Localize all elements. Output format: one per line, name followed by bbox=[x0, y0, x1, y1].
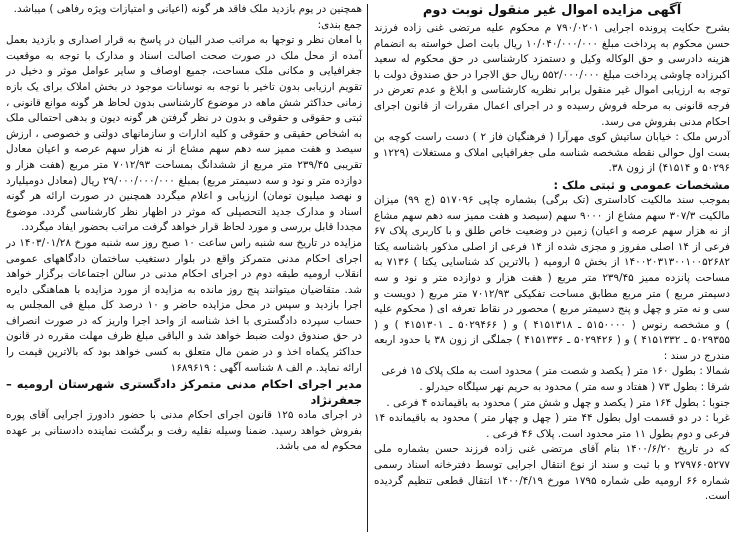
boundary-west: غربا : در دو قسمت اول بطول ۴۴ متر ( چهل و چهار متر ) محدود به باقیمانده ۱۴ فرعی و دوم بطول ۱۱ متر محدود است. پلاک ۴۶ فرعی . bbox=[374, 412, 730, 440]
inspection-note: همچنین در یوم بازدید ملک فاقد هر گونه (اعیانی و امتیازات ویژه رفاهی ) میباشد. bbox=[13, 3, 362, 15]
column-divider bbox=[367, 4, 368, 532]
summary-heading: جمع بندی: bbox=[317, 18, 362, 31]
signature-line: مدیر اجرای احکام مدنی متمرکز دادگستری شهرستان ارومیه – جعفرنژاد bbox=[6, 377, 362, 408]
boundary-north: شمالا : بطول ۱۶۰ متر ( یکصد و شصت متر ) محدود است به ملک پلاک ۱۵ فرعی bbox=[381, 365, 730, 378]
boundary-south: جنوبا : بطول ۱۶۴ متر ( یکصد و چهل و شش متر ) محدود به باقیمانده ۴ فرعی . bbox=[386, 396, 730, 409]
transfer-record-paragraph: که در تاریخ ۱۴۰۰/۶/۲۰ بنام آقای مرتضی غنی زاده فرزند حسن بشماره ملی ۲۷۹۷۶۰۵۲۷۷ و با ثبت و سند از نوع انتقال اجرایی توسط دفترخانه اسناد رسمی شماره ۶۶ ارومیه طی شماره ۱۷۹۵ مورخ ۱۴۰۰/۴/۱۹ انتقال قطعی تنظیم گردیده است. bbox=[374, 443, 731, 503]
valuation-paragraph: با امعان نظر و توجها به مراتب صدر البیان در پاسخ به قرار اصداری و بازدید بعمل آمده از محل ملک در صورت صحت اصالت اسناد و مدارک با توجه به موقعیت جغرافیایی و مکانی ملک مساحت، جمیع اوصاف و سایر عوامل موثر و دخیل در تقویم ارزیابی بدون تاخیر با توجه به نوسانات موجود در بخش املاک برای یک بازه زمانی حداکثر شش ماهه در موضوع کارشناسی بدون لحاظ هر گونه موانع قانونی ، ثبتی و حقوقی و حقوقی و بدون در نظر گرفتن هر گونه دیون و بدهی احتمالی ملک به اشخاص حقیقی و حقوقی و کلیه ادارات و سازمانهای دولتی و خصوصی ، ارزش سیصد و هفت ممیز سه دهم سهم مشاع از نه هزار سهم عرصه و اعیان معادل تقریبی ۲۳۹/۴۵ متر مربع از ششدانگ بمساحت ۷۰۱۲/۹۳ متر مربع (هفت هزار و دوازده متر و نود و سه دسیمتر مربع) بمبلغ ۲۹/۰۰۰/۰۰۰/۰۰۰ ریال (معادل دومیلیارد و نهصد میلیون تومان) ارزیابی و اعلام میگردد همچنین در صورت ارائه هر گونه اسناد و مدارک جدید التحصیلی که موثر در اظهار نظر کارشناسی گردد. موضوع مجددا قابل بررسی و مورد لحاظ قرار خواهد گرفت مراتب بحضور ایفاد میگردد. bbox=[6, 34, 363, 234]
notice-left-column bbox=[0, 0, 366, 536]
closing-paragraph: در اجرای ماده ۱۲۵ قانون اجرای احکام مدنی با حضور دادورز اجرایی آقای پوره بفروش خواهد رسید. ضمنا وسیله نقلیه رفت و برگشت نماینده دادستانی بر عهده محکوم له می باشد. bbox=[6, 409, 363, 453]
ownership-document-paragraph: بموجب سند مالکیت کاداستری (تک برگی) بشماره چاپی ۵۱۷۰۹۶ (ج ۹۹) میزان مالکیت ۳۰۷/۳ سهم مشاع از ۹۰۰۰ سهم (سیصد و هفت ممیز سه دهم سهم مشاع از نه هزار سهم عرصه و اعیان) زمین در وضعیت خاص طلق و با کاربری پلاک ۶۷ فرعی از ۱۴ اصلی مفروز و مجزی شده از ۱۴ فرعی از اصلی مذکور باشناسه یکتا ۱۴۰۰۲۰۳۱۳۰۰۱۰۰۵۲۶۸۲ از بخش ۵ ارومیه ( بالاترین کد شناسایی یکتا ) ۷۱۳۶ به مساحت پانزده ممیز ۲۳۹/۴۵ متر مربع ( هفت هزار و دوازده متر و نود و سه دسیمتر مربع ) متر مربع مطابق مساحت تفکیکی ۷۰۱۲/۹۳ متر مربع ( دویست و سی و نه متر و چهل و پنج دسیمتر مربع ) محصور در نقاط تعرفه ای ( محکوم علیه ) و مشخصه رنوس ( ۵۱۵۰۰۰۰ ـ ۴۱۵۱۳۱۸ ) و ( ۵۰۲۹۴۶۶ ـ ۴۱۵۱۳۰۱ ) و ( ۵۰۲۹۳۵۵ ـ ۴۱۵۱۳۳۲ ) و ( ۵۰۲۹۴۲۶ ـ ۴۱۵۱۳۳۶ ) جملگی از زون ۳۸ با حدود اربعه مندرج در سند : bbox=[374, 193, 731, 362]
case-summary-paragraph: بشرح حکایت پرونده اجرایی ۷۹۰/۰۲۰۱ م محکوم علیه مرتضی غنی زاده فرزند حسن محکوم به پرداخت مبلغ ۱۰/۰۴۰/۰۰۰/۰۰۰ ریال بابت اصل خواسته به انضمام هزینه دادرسی و حق الوکاله وکیل و دستمزد کارشناسی در حق محکوم له سعید اکبرزاده چاوشی پرداخت مبلغ ۵۵۲/۰۰۰/۰۰۰ ریال حق الاجرا در حق صندوق دولت با توجه به ارزیابی اموال غیر منقول برابر نظریه کارشناسی و ابلاغ و عدم تعرض در فرجه قانونی به مرحله فروش رسیده و در اجرای اعمال مقررات از قانون اجرای احکام مدنی بفروش می رسد. bbox=[374, 22, 731, 128]
notice-right-column bbox=[370, 0, 736, 536]
property-address-paragraph: آدرس ملک : خیابان ساتیش کوی مهرآرا ( فرهنگیان فاز ۲ ) دست راست کوچه بن بست اول حوالی نقطه مشخصه شناسه ملی جغرافیایی املاک و مستغلات (۱۲۲۹ و ۵۰۲۹۶ و ۴۱۵۱۴) از زون ۳۸. bbox=[374, 131, 730, 175]
boundary-east: شرقا : بطول ۷۳ ( هفتاد و سه متر ) محدود به حریم نهر سیلگاه حیدرلو . bbox=[419, 381, 730, 394]
registration-details-heading: مشخصات عمومی و ثبتی ملک : bbox=[553, 177, 730, 192]
auction-terms-paragraph: مزایده در تاریخ سه شنبه راس ساعت ۱۰ صبح روز سه شنبه مورخ ۱۴۰۳/۰۱/۲۸ در اجرای احکام مدنی متمرکز واقع در بلوار دستغیب ساختمان دادگاههای عمومی انقلاب ارومیه طبقه دوم در اجرای احکام مدنی در سالن اجتماعات برگزار خواهد شد. متقاضیان میتوانند پنج روز مانده به مزایده از مورد مزایده با هماهنگی دایره اجرا بازدید و سپس در محل مزایده حاضر و ۱۰ درصد کل مبلغ فی المجلس به حساب سپرده دادگستری با اخذ شناسه از واحد اجرا واریز که در صورت انصراف در حق صندوق دولت ضبط خواهد شد و الباقی مبلغ ظرف مهلت مقرره در قانون حداکثر یکماه اخذ و در ضمن مال متعلق به کسی خواهد بود که بالاترین قیمت را ارائه نماید. م الف ۸ شناسه آگهی : ۱۶۸۹۶۱۹ bbox=[6, 236, 363, 374]
notice-title: آگهی مزایده اموال غیر منقول نوبت دوم bbox=[422, 3, 682, 18]
